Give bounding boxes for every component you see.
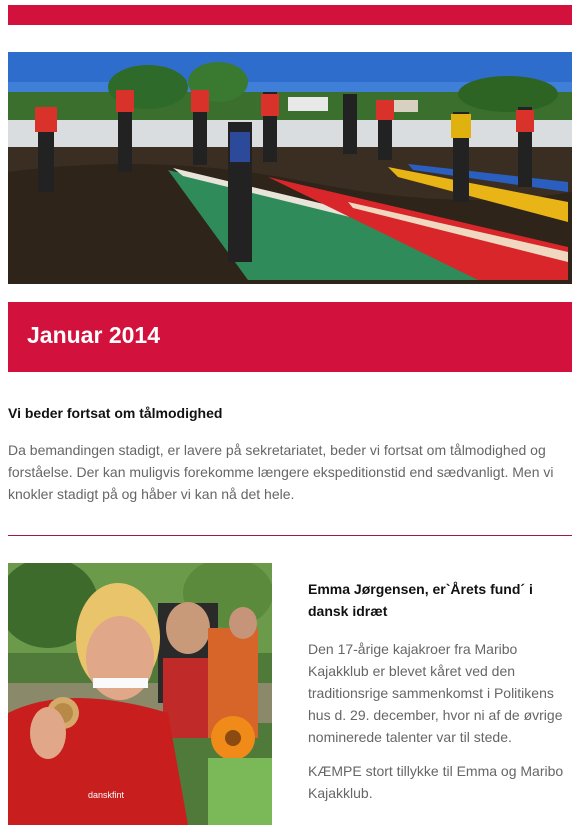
svg-text:danskfint: danskfint — [88, 790, 125, 800]
notice-heading: Vi beder fortsat om tålmodighed — [8, 405, 223, 421]
notice-body: Da bemandingen stadigt, er lavere på sekretariatet, beder vi fortsat om tålmodighed og forståelse. Der kan muligvis forekomme længere ekspeditionstid end sædvanligt. Men vi knokler stadigt på og håber vi kan nå det hele. — [8, 442, 554, 502]
article-paragraph-1: Den 17-årige kajakroer fra Maribo Kajakklub er blevet kåret ved den traditionsrige sammenkomst i Politikens hus d. 29. december, hvor ni af de øvrige nominerede talenter var til stede. — [308, 641, 563, 745]
article-block — [308, 578, 576, 816]
article-photo — [8, 563, 272, 825]
hero-photo — [8, 52, 572, 284]
article-heading: Emma Jørgensen, er`Årets fund´ i dansk idræt — [308, 581, 533, 619]
top-accent-bar — [8, 5, 572, 25]
kayak-group-photo-icon — [8, 52, 572, 284]
banner-title: Januar 2014 — [27, 322, 160, 348]
section-divider — [8, 535, 572, 536]
athlete-medal-photo-icon — [8, 563, 272, 825]
article-paragraph-2: KÆMPE stort tillykke til Emma og Maribo Kajakklub. — [308, 763, 564, 801]
notice-section — [8, 405, 572, 505]
month-banner — [8, 302, 572, 372]
